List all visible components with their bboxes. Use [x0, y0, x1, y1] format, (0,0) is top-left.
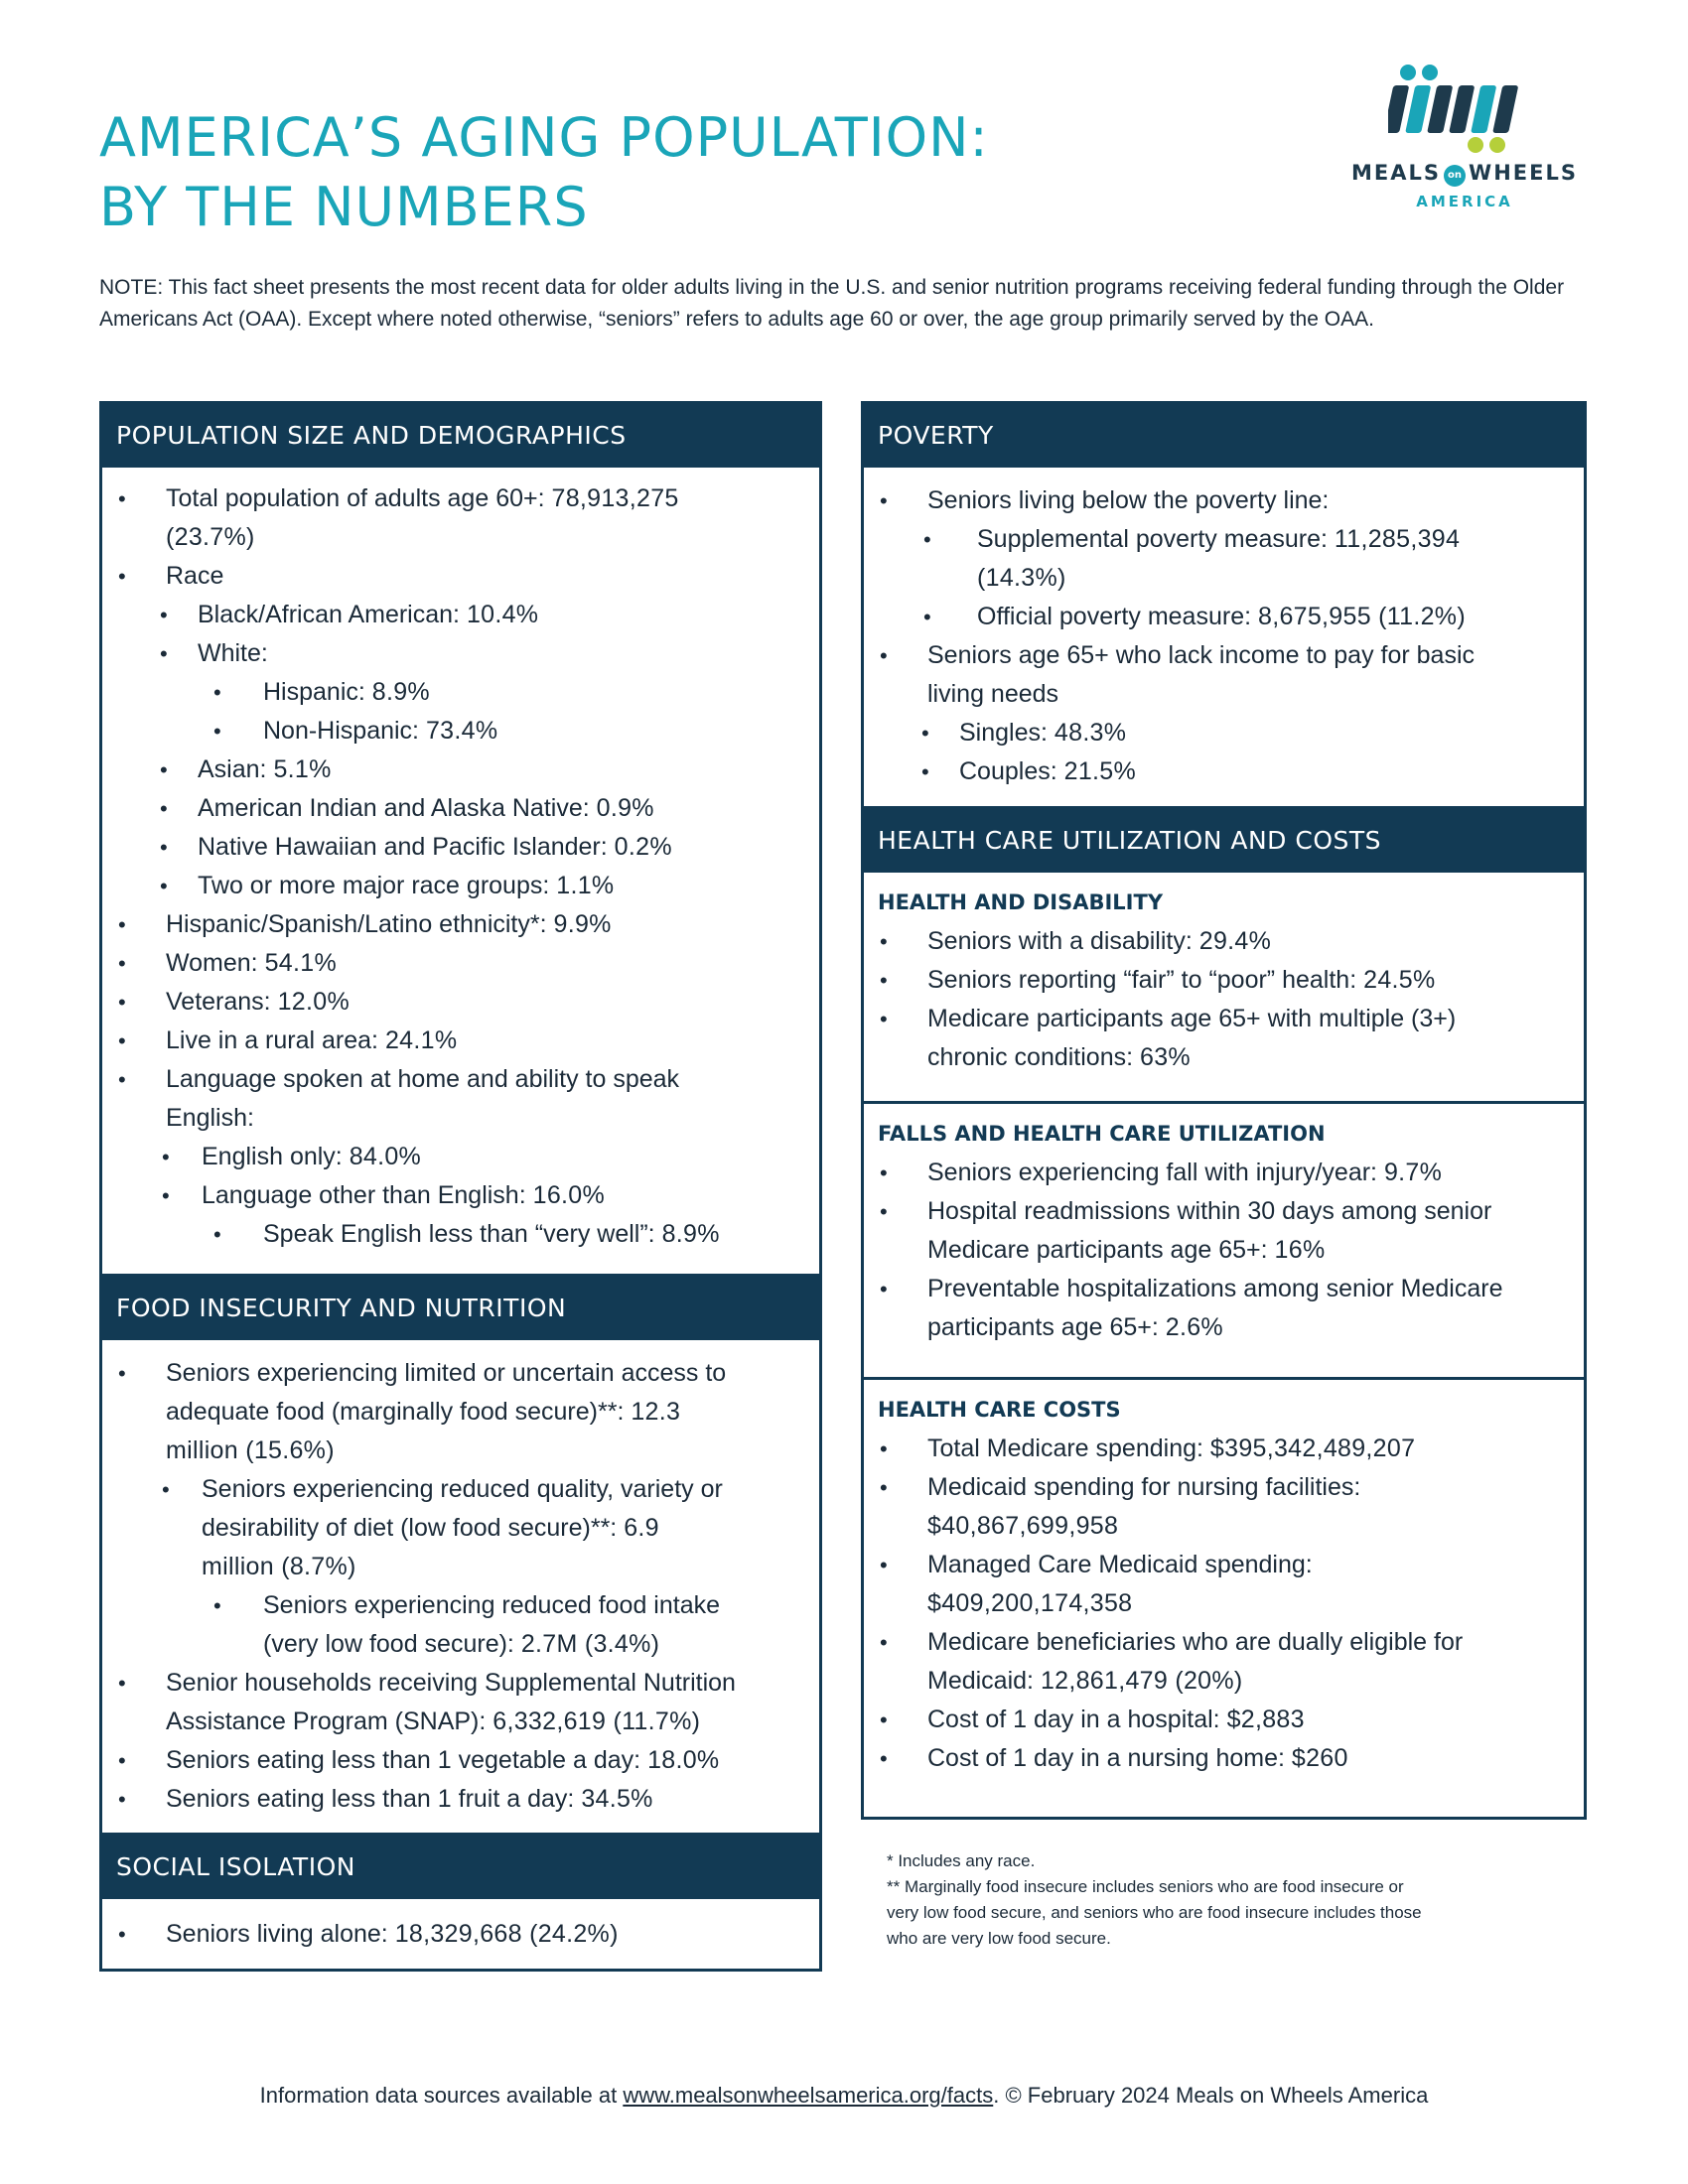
list-item: • Cost of 1 day in a hospital: $2,883 — [864, 1701, 1584, 1739]
list-item: • Veterans: 12.0% — [102, 983, 819, 1022]
list-item: • Couples: 21.5% — [864, 752, 1584, 791]
list-item: • Asian: 5.1% — [102, 751, 819, 789]
note-label: NOTE — [99, 276, 158, 299]
footnotes — [887, 1848, 1562, 1952]
population-list — [102, 468, 819, 1254]
isolation-section — [99, 1833, 822, 1972]
logo-mark-icon — [1388, 64, 1541, 155]
poverty-header: POVERTY — [864, 404, 1584, 468]
disability-list — [864, 920, 1584, 1077]
list-item: • Seniors with a disability: 29.4% — [864, 922, 1584, 961]
list-item: • Total Medicare spending: $395,342,489,207 — [864, 1430, 1584, 1468]
list-item: • Native Hawaiian and Pacific Islander: 0.2% — [102, 828, 819, 867]
facts-link[interactable]: www.mealsonwheelsamerica.org/facts — [623, 2083, 994, 2108]
list-item: • Supplemental poverty measure: 11,285,394 (14.3%) — [864, 520, 1584, 598]
footer-prefix: Information data sources available at — [259, 2083, 624, 2108]
list-item: • Total population of adults age 60+: 78,913,275 (23.7%) — [102, 479, 819, 557]
costs-subheader: HEALTH CARE COSTS — [878, 1398, 1121, 1422]
list-item: • Seniors eating less than 1 fruit a day: 34.5% — [102, 1780, 819, 1819]
list-item: • Two or more major race groups: 1.1% — [102, 867, 819, 905]
logo-wordmark: MEALS on WHEELS — [1351, 161, 1578, 185]
list-item: • Seniors living alone: 18,329,668 (24.2%) — [102, 1915, 819, 1954]
list-item: • Medicare participants age 65+ with multiple (3+) chronic conditions: 63% — [864, 1000, 1584, 1077]
list-item: • Hispanic: 8.9% — [102, 673, 819, 712]
list-item: • Live in a rural area: 24.1% — [102, 1022, 819, 1060]
list-item: • Language other than English: 16.0% — [102, 1176, 819, 1215]
list-item: • Speak English less than “very well”: 8.9% — [102, 1215, 819, 1254]
list-item: • Seniors experiencing reduced food intake (very low food secure): 2.7M (3.4%) — [102, 1586, 819, 1664]
footnote-1: * Includes any race. — [887, 1851, 1036, 1870]
list-item: • Managed Care Medicaid spending: $409,200,174,358 — [864, 1546, 1584, 1623]
list-item: • Seniors living below the poverty line: — [864, 481, 1584, 520]
list-item: • Black/African American: 10.4% — [102, 596, 819, 634]
list-item: • Hispanic/Spanish/Latino ethnicity*: 9.9% — [102, 905, 819, 944]
footnote-2-line-2: very low food secure, and seniors who are food insecure includes those — [887, 1903, 1422, 1922]
list-item: • Non-Hispanic: 73.4% — [102, 712, 819, 751]
health-header: HEALTH CARE UTILIZATION AND COSTS — [864, 809, 1584, 873]
list-item: • Medicare beneficiaries who are dually eligible for Medicaid: 12,861,479 (20%) — [864, 1623, 1584, 1701]
disability-subsection — [864, 873, 1584, 1101]
population-section — [99, 401, 822, 1277]
population-header: POPULATION SIZE AND DEMOGRAPHICS — [102, 404, 819, 468]
list-item: • Seniors experiencing reduced quality, variety or desirability of diet (low food secure)**: 6.9 million (8.7%) — [102, 1470, 819, 1586]
meals-on-wheels-logo — [1331, 64, 1599, 222]
list-item: • Seniors reporting “fair” to “poor” health: 24.5% — [864, 961, 1584, 1000]
intro-note — [99, 272, 1599, 336]
logo-subtitle: AMERICA — [1416, 193, 1513, 210]
list-item: • Senior households receiving Supplemental Nutrition Assistance Program (SNAP): 6,332,619 (11.7%) — [102, 1664, 819, 1741]
food-section — [99, 1274, 822, 1836]
list-item: • Singles: 48.3% — [864, 714, 1584, 752]
list-item: • Seniors experiencing fall with injury/year: 9.7% — [864, 1154, 1584, 1192]
title-line-2: BY THE NUMBERS — [99, 176, 589, 238]
title-line-1: AMERICA’S AGING POPULATION: — [99, 106, 989, 169]
list-item: • Seniors age 65+ who lack income to pay for basic living needs — [864, 636, 1584, 714]
food-list — [102, 1340, 819, 1819]
footnote-2-line-3: who are very low food secure. — [887, 1929, 1111, 1948]
food-header: FOOD INSECURITY AND NUTRITION — [102, 1277, 819, 1340]
list-item: • American Indian and Alaska Native: 0.9% — [102, 789, 819, 828]
list-item: • English only: 84.0% — [102, 1138, 819, 1176]
health-section — [861, 806, 1587, 1820]
list-item: • Official poverty measure: 8,675,955 (11.2%) — [864, 598, 1584, 636]
disability-subheader: HEALTH AND DISABILITY — [878, 890, 1164, 914]
falls-subsection — [864, 1101, 1584, 1377]
list-item: • Seniors eating less than 1 vegetable a day: 18.0% — [102, 1741, 819, 1780]
list-item: • Seniors experiencing limited or uncertain access to adequate food (marginally food secure)**: 12.3 million (15.6%) — [102, 1354, 819, 1470]
falls-subheader: FALLS AND HEALTH CARE UTILIZATION — [878, 1122, 1326, 1146]
footnote-2-line-1: ** Marginally food insecure includes seniors who are food insecure or — [887, 1877, 1404, 1896]
costs-list — [864, 1428, 1584, 1778]
costs-subsection — [864, 1377, 1584, 1778]
poverty-section — [861, 401, 1587, 809]
page-footer — [0, 2083, 1688, 2109]
falls-list — [864, 1152, 1584, 1347]
list-item: • Cost of 1 day in a nursing home: $260 — [864, 1739, 1584, 1778]
list-item: • White: — [102, 634, 819, 673]
poverty-list — [864, 468, 1584, 791]
list-item: • Language spoken at home and ability to speak English: — [102, 1060, 819, 1138]
list-item: • Preventable hospitalizations among senior Medicare participants age 65+: 2.6% — [864, 1270, 1584, 1347]
list-item: • Hospital readmissions within 30 days among senior Medicare participants age 65+: 16% — [864, 1192, 1584, 1270]
footer-suffix: . © February 2024 Meals on Wheels America — [993, 2083, 1429, 2108]
list-item: • Race — [102, 557, 819, 596]
note-text: : This fact sheet presents the most recent data for older adults living in the U.S. and senior nutrition programs receiving federal funding through the Older Americans Act (OAA). Except where noted otherwise, “seniors” refers to adults age 60 or over, the age group primarily served by the OAA. — [99, 276, 1565, 331]
list-item: • Women: 54.1% — [102, 944, 819, 983]
list-item: • Medicaid spending for nursing facilities: $40,867,699,958 — [864, 1468, 1584, 1546]
isolation-list — [102, 1899, 819, 1954]
isolation-header: SOCIAL ISOLATION — [102, 1836, 819, 1899]
page-title — [99, 103, 1142, 242]
